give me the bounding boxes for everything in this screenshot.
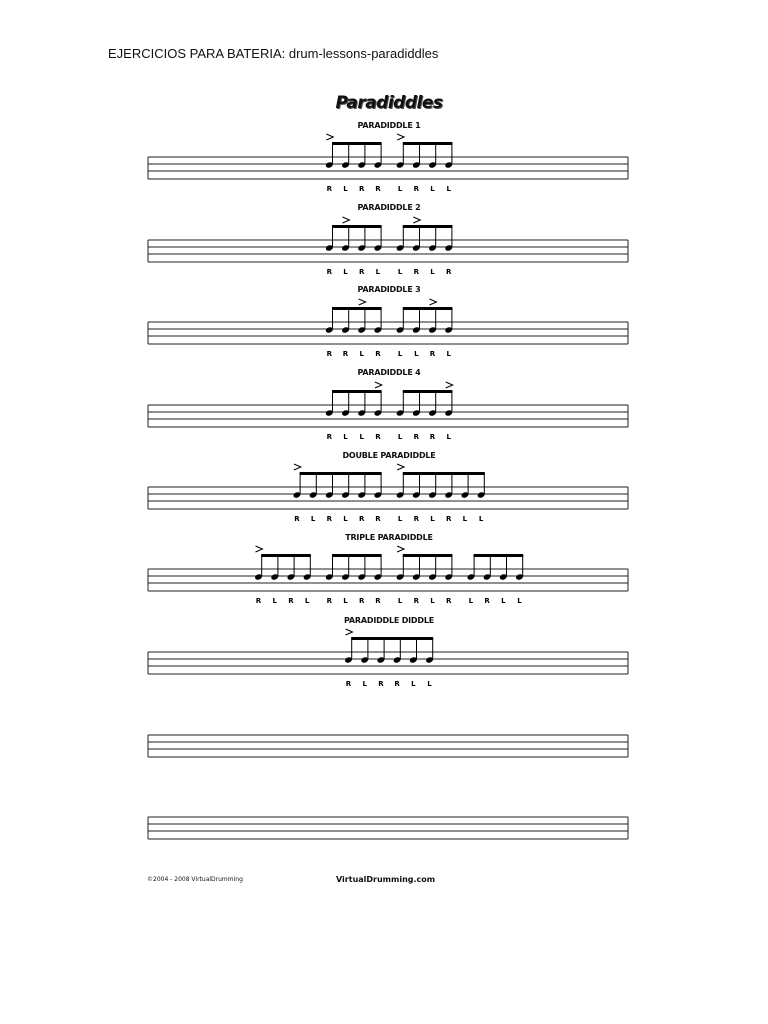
sticking-letter: L [430,185,435,193]
sticking-letter: R [342,350,349,358]
sticking-letter: L [272,597,277,605]
sticking-letter: L [304,597,310,605]
sticking-letter: L [397,350,403,358]
sticking-letter: L [310,515,316,523]
note-beam [332,225,382,228]
sticking-letter: L [430,597,435,605]
sticking-letter: L [397,268,403,276]
accent-mark [256,546,263,552]
sticking-letter: L [359,433,364,441]
sticking-letter: R [484,597,490,605]
sticking-letter: R [378,680,384,688]
sticking-letter: L [411,680,416,688]
accent-mark [430,299,437,305]
sticking-letter: L [446,433,451,441]
note-beam [351,637,433,640]
accent-mark [397,134,404,140]
exercise-title-1: PARADIDDLE 1 [357,121,421,130]
accent-mark [397,546,404,552]
sticking-letter: R [413,185,419,193]
sticking-letter: L [446,350,451,358]
sticking-letter: L [343,185,348,193]
sticking-letter: R [375,597,381,605]
sticking-letter: R [446,515,452,523]
sticking-letter: R [375,350,381,358]
sticking-letter: R [375,433,381,441]
exercise-title-2: PARADIDDLE 2 [357,203,421,212]
sticking-letter: L [375,268,381,276]
sticking-letter: L [397,185,403,193]
note-beam [332,307,382,310]
note-beam [474,554,524,557]
sticking-letter: L [343,268,348,276]
sticking-letter: R [359,268,365,276]
note-beam [332,142,382,145]
sticking-letter: R [413,268,419,276]
sticking-letter: L [414,350,419,358]
note-beam [403,307,453,310]
sticking-letter: R [359,597,365,605]
sticking-letter: L [397,597,403,605]
note-beam [403,390,453,393]
accent-mark [326,134,333,140]
sticking-letter: R [326,515,332,523]
footer-copyright: ©2004 - 2008 VirtualDrumming [147,876,243,883]
sticking-letter: R [345,680,352,688]
note-beam [403,472,485,475]
sticking-letter: L [343,515,348,523]
note-beam [332,390,382,393]
sticking-letter: L [462,515,468,523]
accent-mark [375,382,382,388]
sticking-letter: R [375,185,381,193]
sticking-letter: R [326,350,332,358]
sticking-letter: R [413,597,419,605]
sticking-letter: R [326,597,332,605]
sticking-letter: L [427,680,432,688]
document-header: EJERCICIOS PARA BATERIA: drum-lessons-paradiddles [108,46,439,61]
accent-mark [397,464,404,470]
exercise-title-3: PARADIDDLE 3 [357,285,421,294]
sticking-letter: R [359,185,365,193]
sticking-letter: L [446,185,451,193]
note-beam [261,554,311,557]
sticking-letter: R [326,433,332,441]
accent-mark [346,629,353,635]
note-beam [332,554,382,557]
sticking-letter: L [468,597,474,605]
accent-mark [343,217,350,223]
sticking-letter: R [288,597,294,605]
accent-mark [446,382,453,388]
sticking-letter: R [413,515,419,523]
sticking-letter: R [326,185,332,193]
sticking-letter: R [446,597,452,605]
accent-mark [294,464,301,470]
sticking-letter: L [343,433,348,441]
sticking-letter: R [326,268,332,276]
sticking-letter: L [359,350,364,358]
sticking-letter: R [446,268,452,276]
exercise-title-4: PARADIDDLE 4 [357,368,421,377]
sticking-letter: R [429,350,436,358]
exercise-title-6: TRIPLE PARADIDDLE [345,533,433,542]
sticking-letter: R [413,433,419,441]
sticking-letter: R [375,515,381,523]
sticking-letter: L [478,515,484,523]
sticking-letter: L [430,268,435,276]
note-beam [403,142,453,145]
accent-mark [359,299,366,305]
sticking-letter: L [397,515,403,523]
sticking-letter: L [343,597,348,605]
accent-mark [413,217,420,223]
exercise-title-5: DOUBLE PARADIDDLE [342,451,436,460]
sticking-letter: L [501,597,506,605]
sticking-letter: L [362,680,367,688]
footer-site: VirtualDrumming.com [336,875,436,884]
note-beam [403,554,453,557]
sheet-title: Paradiddles [335,93,443,113]
sticking-letter: R [359,515,365,523]
sticking-letter: R [429,433,436,441]
note-beam [300,472,382,475]
note-beam [403,225,453,228]
sticking-letter: R [255,597,262,605]
sticking-letter: R [294,515,300,523]
exercise-title-7: PARADIDDLE DIDDLE [344,616,434,625]
sticking-letter: R [394,680,400,688]
sticking-letter: L [517,597,522,605]
sticking-letter: L [430,515,435,523]
sticking-letter: L [397,433,403,441]
